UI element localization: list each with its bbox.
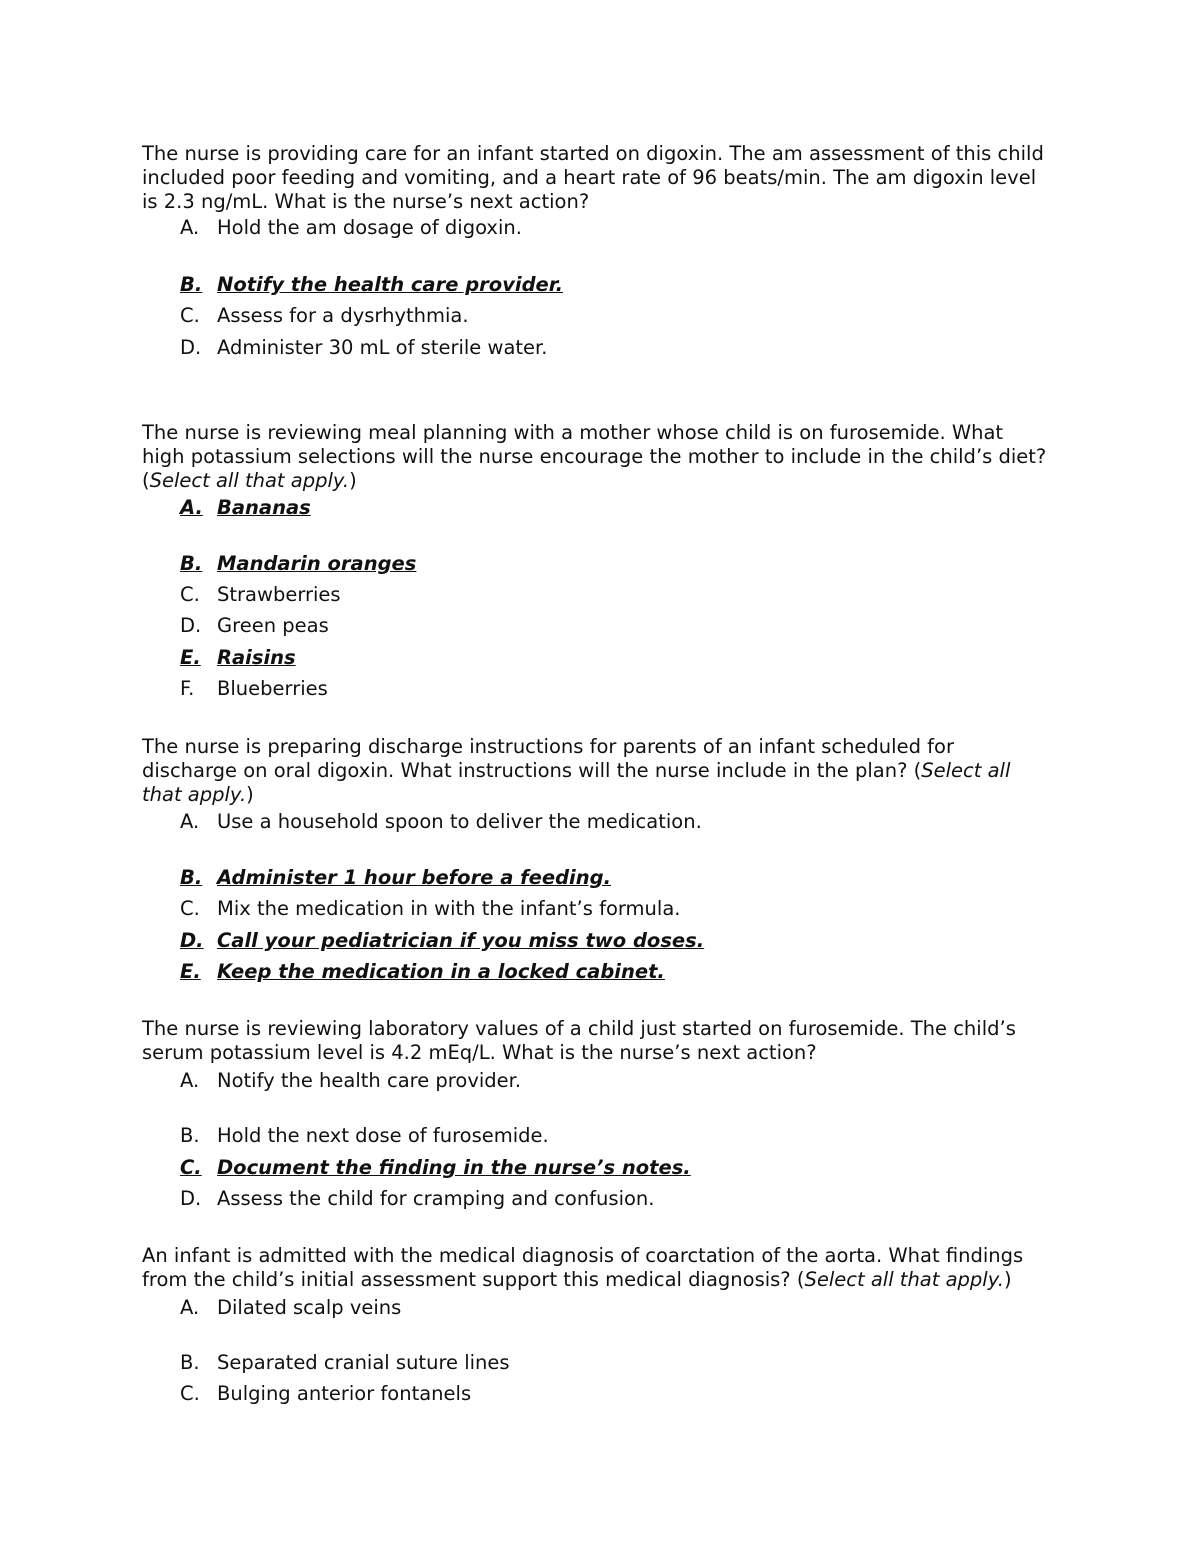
option-4a: A. Notify the health care provider. xyxy=(180,1069,522,1092)
stem-line: that apply.) xyxy=(142,783,254,806)
option-1c: C. Assess for a dysrhythmia. xyxy=(180,304,469,327)
option-3b-correct: B. Administer 1 hour before a feeding. xyxy=(180,866,611,889)
option-2a-correct: A. Bananas xyxy=(180,496,311,519)
option-1b-correct: B. Notify the health care provider. xyxy=(180,273,564,296)
option-3e-correct: E. Keep the medication in a locked cabinet. xyxy=(180,960,665,983)
stem-line: serum potassium level is 4.2 mEq/L. What is the nurse’s next action? xyxy=(142,1041,817,1064)
option-2b-correct: B. Mandarin oranges xyxy=(180,552,417,575)
question-2-stem xyxy=(142,421,1082,493)
stem-line: included poor feeding and vomiting, and a heart rate of 96 beats/min. The am digoxin level xyxy=(142,166,1037,189)
option-3c: C. Mix the medication in with the infant’s formula. xyxy=(180,897,681,920)
stem-line: (Select all that apply.) xyxy=(142,469,357,492)
option-2d: D. Green peas xyxy=(180,614,329,637)
option-4d: D. Assess the child for cramping and confusion. xyxy=(180,1187,655,1210)
stem-line: The nurse is reviewing laboratory values of a child just started on furosemide. The child’s xyxy=(142,1017,1016,1040)
option-5c: C. Bulging anterior fontanels xyxy=(180,1382,472,1405)
stem-line: The nurse is providing care for an infant started on digoxin. The am assessment of this child xyxy=(142,142,1044,165)
stem-line: The nurse is reviewing meal planning with a mother whose child is on furosemide. What xyxy=(142,421,1004,444)
option-3d-correct: D. Call your pediatrician if you miss two doses. xyxy=(180,929,705,952)
option-3a: A. Use a household spoon to deliver the medication. xyxy=(180,810,702,833)
stem-line: from the child’s initial assessment support this medical diagnosis? (Select all that apply.) xyxy=(142,1268,1012,1291)
option-2f: F. Blueberries xyxy=(180,677,328,700)
question-3-stem xyxy=(142,735,1082,807)
question-5-stem xyxy=(142,1244,1082,1292)
stem-line: discharge on oral digoxin. What instructions will the nurse include in the plan? (Select all xyxy=(142,759,1011,782)
stem-line: An infant is admitted with the medical diagnosis of coarctation of the aorta. What findings xyxy=(142,1244,1024,1267)
option-2c: C. Strawberries xyxy=(180,583,341,606)
option-2e-correct: E. Raisins xyxy=(180,646,296,669)
option-5a: A. Dilated scalp veins xyxy=(180,1296,402,1319)
stem-line: The nurse is preparing discharge instructions for parents of an infant scheduled for xyxy=(142,735,954,758)
option-4b: B. Hold the next dose of furosemide. xyxy=(180,1124,549,1147)
option-1a: A. Hold the am dosage of digoxin. xyxy=(180,216,522,239)
option-1d: D. Administer 30 mL of sterile water. xyxy=(180,336,548,359)
stem-line: is 2.3 ng/mL. What is the nurse’s next action? xyxy=(142,190,590,213)
stem-line: high potassium selections will the nurse encourage the mother to include in the child’s diet? xyxy=(142,445,1047,468)
option-4c-correct: C. Document the finding in the nurse’s notes. xyxy=(180,1156,691,1179)
question-1-stem xyxy=(142,142,1082,214)
option-5b: B. Separated cranial suture lines xyxy=(180,1351,510,1374)
question-4-stem xyxy=(142,1017,1082,1065)
